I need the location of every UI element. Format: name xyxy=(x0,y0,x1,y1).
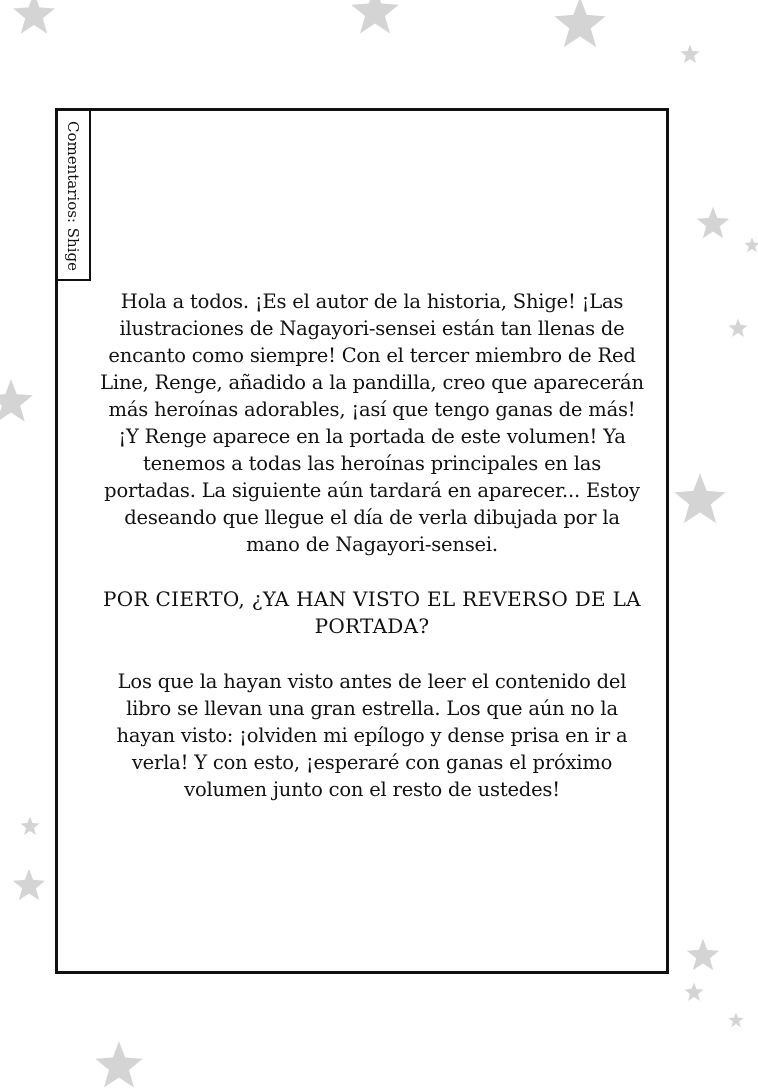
paragraph-closing: Los que la hayan visto antes de leer el contenido del libro se llevan una gran estrella. Los que aún no la hayan visto: ¡olviden mi epílogo y dense prisa en ir a verla! Y con esto, ¡esperaré con ganas el próximo volumen junto con el resto de ustedes! xyxy=(116,670,628,801)
afterword-content xyxy=(98,288,646,803)
star-icon xyxy=(673,472,727,526)
star-icon xyxy=(12,868,46,902)
star-icon xyxy=(20,816,40,836)
credit-box xyxy=(58,111,91,281)
star-icon xyxy=(350,0,400,36)
star-icon xyxy=(728,318,748,338)
star-icon xyxy=(744,237,758,253)
star-icon xyxy=(680,44,700,64)
star-icon xyxy=(94,1040,144,1090)
star-icon xyxy=(728,1012,744,1028)
afterword-frame xyxy=(55,108,669,974)
star-icon xyxy=(553,0,607,50)
section-heading: POR CIERTO, ¿YA HAN VISTO EL REVERSO DE LA PORTADA? xyxy=(103,587,641,638)
star-icon xyxy=(0,378,34,424)
paragraph-intro: Hola a todos. ¡Es el autor de la historia, Shige! ¡Las ilustraciones de Nagayori-sensei están tan llenas de encanto como siempre! Con el tercer miembro de Red Line, Renge, añadido a la pandilla, creo que aparecerán más heroínas adorables, ¡así que tengo ganas de más! ¡Y Renge aparece en la portada de este volumen! Ya tenemos a todas las heroínas principales en las portadas. La siguiente aún tardará en aparecer... Estoy deseando que llegue el día de verla dibujada por la mano de Nagayori-sensei. xyxy=(100,290,644,556)
star-icon xyxy=(696,206,730,240)
credit-label: Comentarios: Shige xyxy=(64,121,82,271)
star-icon xyxy=(684,982,704,1002)
star-icon xyxy=(12,0,56,36)
star-icon xyxy=(686,938,720,972)
